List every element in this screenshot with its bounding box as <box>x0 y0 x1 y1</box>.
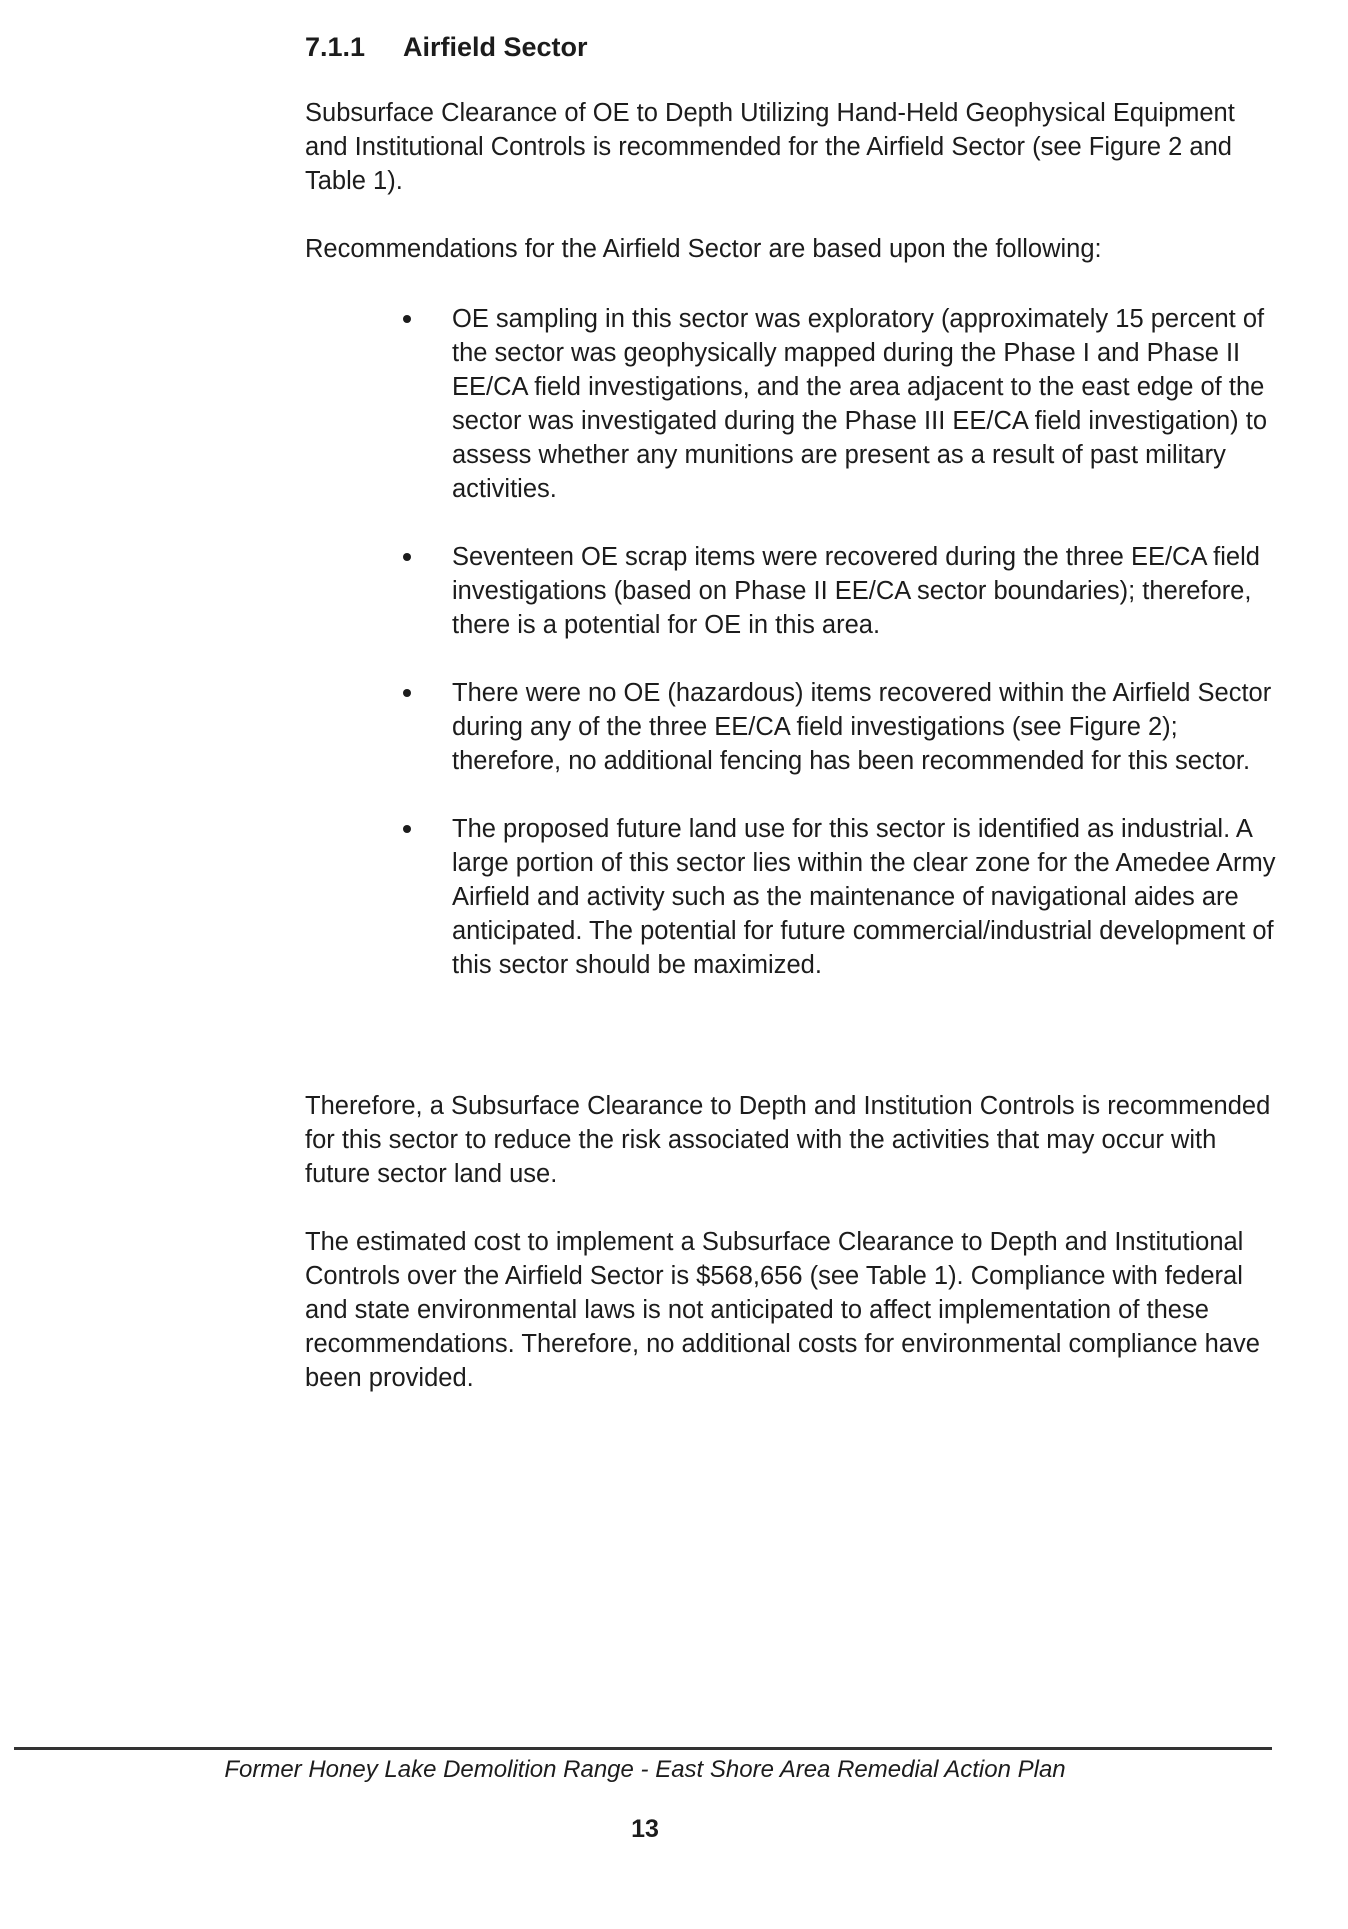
list-item <box>400 302 1280 506</box>
list-item <box>400 540 1280 642</box>
footer-divider <box>14 1747 1272 1750</box>
bullet-icon <box>403 689 411 697</box>
lead-in-paragraph: Recommendations for the Airfield Sector are based upon the following: <box>305 235 1102 263</box>
bullet-icon <box>403 825 411 833</box>
section-heading <box>305 30 588 64</box>
cost-paragraph: The estimated cost to implement a Subsurface Clearance to Depth and Institutional Controls over the Airfield Sector is $568,656 (see Table 1). Compliance with federal and state environmental laws is not anticipated to affect implementation of these recommendations. Therefore, no additional costs for environmental compliance have been provided. <box>305 1228 1260 1392</box>
section-number: 7.1.1 <box>305 32 366 62</box>
bullet-icon <box>403 315 411 323</box>
conclusion-paragraph: Therefore, a Subsurface Clearance to Depth and Institution Controls is recommended for this sector to reduce the risk associated with the activities that may occur with future sector land use. <box>305 1092 1271 1188</box>
list-item-text: There were no OE (hazardous) items recovered within the Airfield Sector during any of the three EE/CA field investigations (see Figure 2); therefore, no additional fencing has been recommended for this sector. <box>452 679 1272 775</box>
list-item <box>400 676 1280 778</box>
recommendation-list <box>400 302 1280 1016</box>
footer-title: Former Honey Lake Demolition Range - East Shore Area Remedial Action Plan <box>224 1756 1066 1783</box>
bullet-icon <box>403 553 411 561</box>
list-item-text: The proposed future land use for this sector is identified as industrial. A large portion of this sector lies within the clear zone for the Amedee Army Airfield and activity such as the maintenance of navigational aides are anticipated. The potential for future commercial/industrial development of this sector should be maximized. <box>452 815 1276 979</box>
page-number: 13 <box>631 1815 659 1843</box>
section-title: Airfield Sector <box>403 32 588 62</box>
intro-paragraph: Subsurface Clearance of OE to Depth Utilizing Hand-Held Geophysical Equipment and Institutional Controls is recommended for the Airfield Sector (see Figure 2 and Table 1). <box>305 99 1235 195</box>
list-item-text: OE sampling in this sector was exploratory (approximately 15 percent of the sector was geophysically mapped during the Phase I and Phase II EE/CA field investigations, and the area adjacent to the east edge of the sector was investigated during the Phase III EE/CA field investigation) to assess whether any munitions are present as a result of past military activities. <box>452 305 1268 503</box>
list-item <box>400 812 1280 982</box>
list-item-text: Seventeen OE scrap items were recovered during the three EE/CA field investigations (based on Phase II EE/CA sector boundaries); therefore, there is a potential for OE in this area. <box>452 543 1260 639</box>
